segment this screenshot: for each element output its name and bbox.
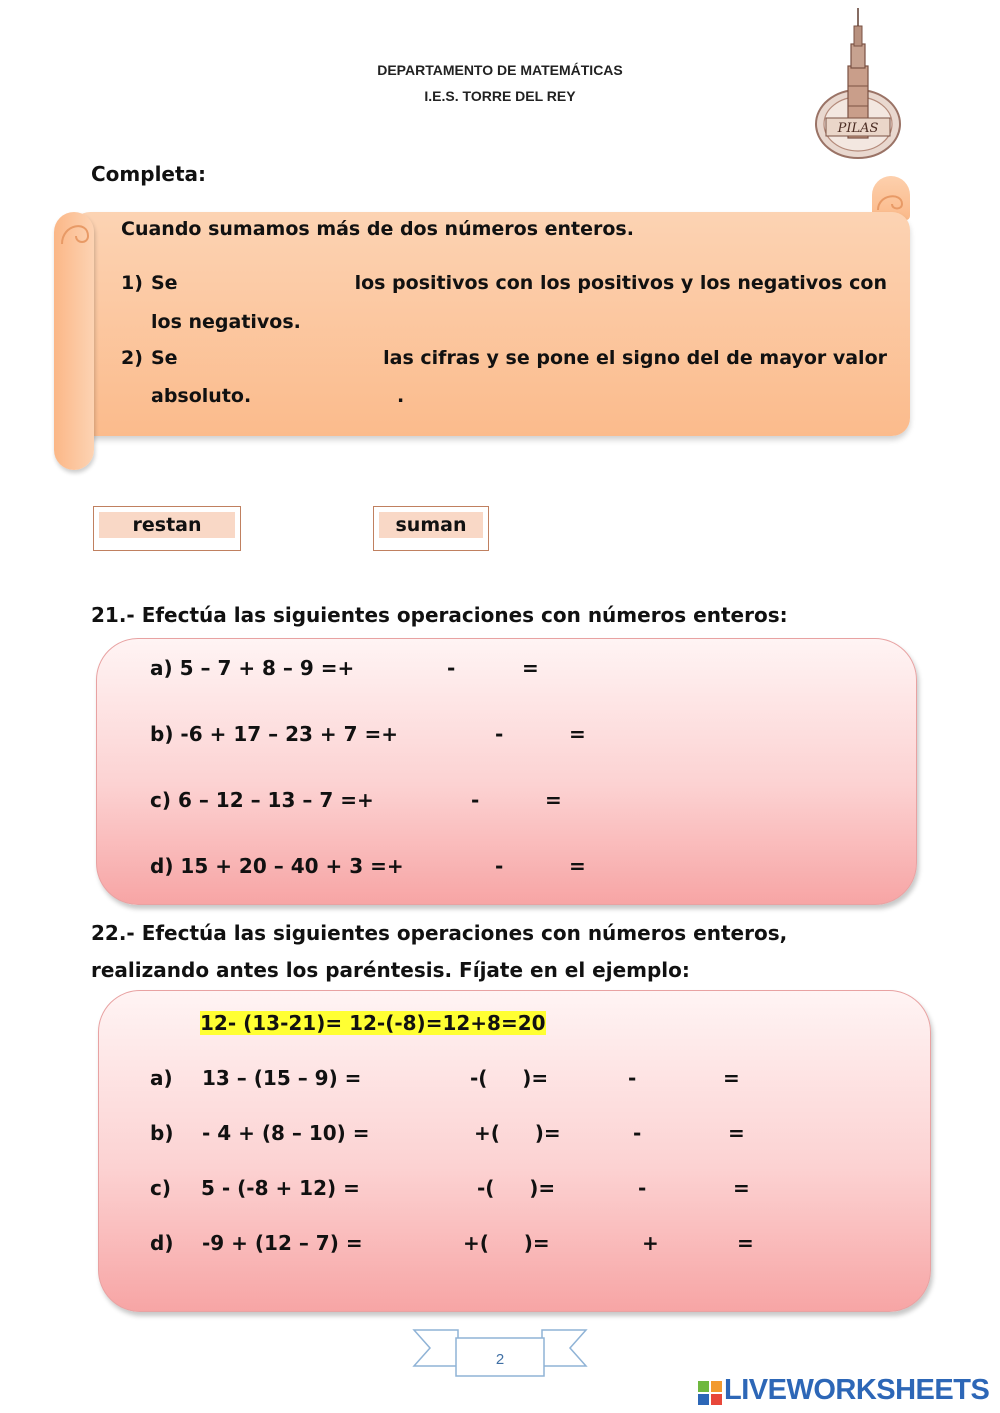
ex22-row-d-label: d) <box>150 1231 174 1255</box>
logo-text: PILAS <box>837 121 879 136</box>
liveworksheets-logo-icon <box>697 1380 723 1406</box>
ex21-row-d: d) 15 + 20 – 40 + 3 =+ <box>150 854 404 878</box>
ex21-row-b-op: - <box>495 722 504 746</box>
ex21-row-b-eq: = <box>569 722 586 746</box>
page-number: 2 <box>495 1351 505 1368</box>
department-heading: DEPARTAMENTO DE MATEMÁTICAS <box>377 62 623 78</box>
scroll-left-roll <box>54 212 94 470</box>
ex22-row-d-paren: +( )= <box>463 1231 550 1255</box>
ex22-example-highlight: 12- (13-21)= 12-(-8)=12+8=20 <box>200 1011 546 1035</box>
ex21-row-c-eq: = <box>545 788 562 812</box>
ex22-row-c-expr: 5 - (-8 + 12) = <box>201 1176 360 1200</box>
item2-text-cont: absoluto. <box>151 385 252 407</box>
ex22-row-a-label: a) <box>150 1066 173 1090</box>
page-number-ribbon <box>412 1326 588 1378</box>
completa-title: Completa: <box>91 162 207 186</box>
ex22-row-a-eq: = <box>723 1066 740 1090</box>
ex22-row-b-label: b) <box>150 1121 174 1145</box>
scroll-curl-icon <box>58 214 94 250</box>
item2-dot: . <box>397 385 405 407</box>
ex22-row-d-eq: = <box>737 1231 754 1255</box>
item1-number: 1) <box>121 272 143 294</box>
ex22-row-c-eq: = <box>733 1176 750 1200</box>
item2-se: Se <box>151 347 178 369</box>
school-logo <box>808 6 912 166</box>
ex22-row-b-op: - <box>633 1121 642 1145</box>
ex22-row-c-label: c) <box>150 1176 171 1200</box>
scroll-right-curl-icon <box>874 188 908 214</box>
word-chip-label: restan <box>99 512 235 538</box>
item2-text: las cifras y se pone el signo del de mayor valor <box>383 347 887 369</box>
word-chip-suman[interactable] <box>373 506 489 551</box>
ex21-title: 21.- Efectúa las siguientes operaciones con números enteros: <box>91 603 788 627</box>
liveworksheets-brand[interactable]: LIVEWORKSHEETS <box>724 1374 990 1406</box>
word-chip-restan[interactable] <box>93 506 241 551</box>
ex21-row-d-op: - <box>495 854 504 878</box>
ex22-row-b-paren: +( )= <box>474 1121 561 1145</box>
ex22-row-a-expr: 13 – (15 – 9) = <box>202 1066 362 1090</box>
item1-text: los positivos con los positivos y los negativos con <box>354 272 887 294</box>
ex21-row-a-op: - <box>447 656 456 680</box>
ex21-row-c: c) 6 – 12 – 13 – 7 =+ <box>150 788 374 812</box>
ex21-row-c-op: - <box>471 788 480 812</box>
ex22-title-line2: realizando antes los paréntesis. Fíjate en el ejemplo: <box>91 958 690 982</box>
item2-number: 2) <box>121 347 143 369</box>
school-heading: I.E.S. TORRE DEL REY <box>424 88 576 104</box>
ex22-row-a-paren: -( )= <box>470 1066 549 1090</box>
ex22-row-b-eq: = <box>728 1121 745 1145</box>
ex22-box <box>98 990 931 1312</box>
ex21-row-d-eq: = <box>569 854 586 878</box>
ex21-row-a-eq: = <box>522 656 539 680</box>
ex21-row-a: a) 5 – 7 + 8 – 9 =+ <box>150 656 355 680</box>
ex22-row-c-paren: -( )= <box>477 1176 556 1200</box>
ex22-row-d-expr: -9 + (12 – 7) = <box>202 1231 363 1255</box>
ex22-example <box>200 1011 546 1035</box>
ex22-row-d-op: + <box>642 1231 659 1255</box>
ex22-row-b-expr: - 4 + (8 – 10) = <box>202 1121 370 1145</box>
scroll-intro: Cuando sumamos más de dos números enteros. <box>121 218 634 240</box>
ex21-row-b: b) -6 + 17 – 23 + 7 =+ <box>150 722 398 746</box>
item1-se: Se <box>151 272 178 294</box>
ex22-row-c-op: - <box>638 1176 647 1200</box>
ex22-title-line1: 22.- Efectúa las siguientes operaciones con números enteros, <box>91 921 788 945</box>
item1-text-cont: los negativos. <box>151 311 301 333</box>
word-chip-label: suman <box>379 512 483 538</box>
ex22-row-a-op: - <box>628 1066 637 1090</box>
